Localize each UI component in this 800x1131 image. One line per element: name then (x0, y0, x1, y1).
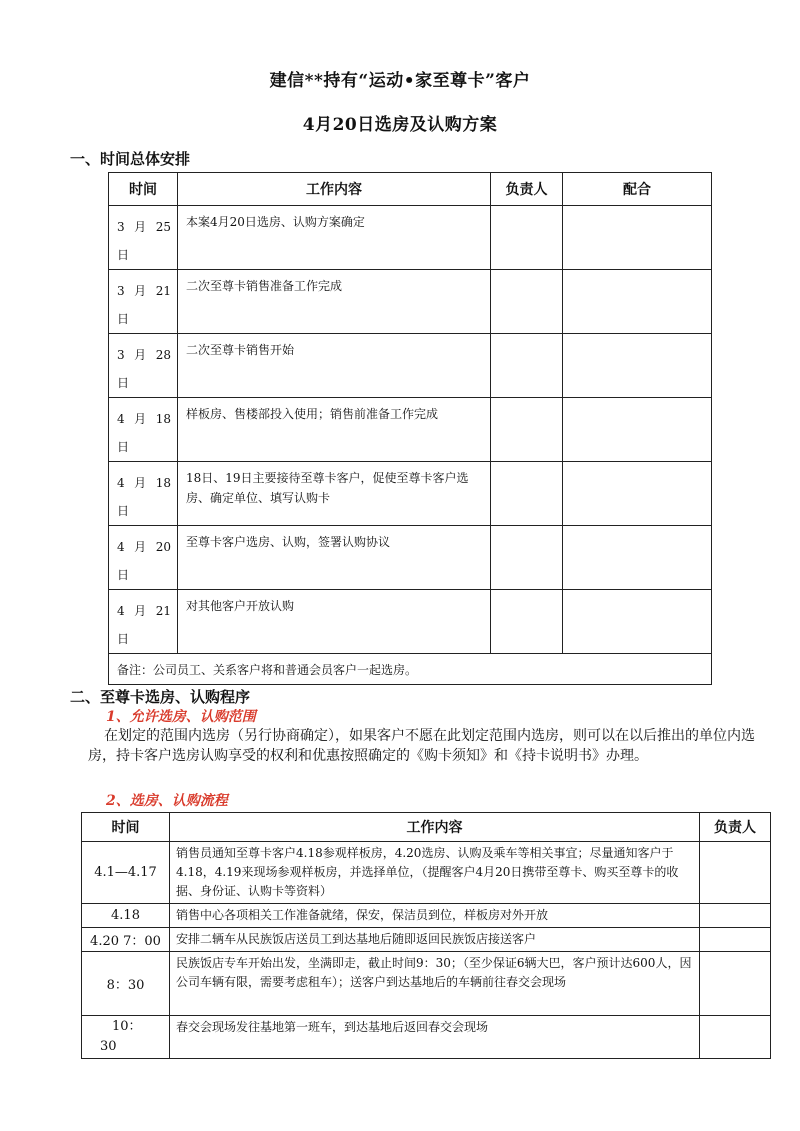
row-time: 8：30 (82, 952, 170, 1016)
subsection-process-heading: 2、选房、认购流程 (106, 793, 228, 809)
row-month-label: 月 (134, 220, 147, 234)
row-time-part: 30 (100, 1039, 117, 1054)
row-content: 本案4月20日选房、认购方案确定 (178, 206, 491, 270)
row-cooperate (563, 206, 712, 270)
document-title: 建信**持有“运动•家至尊卡”客户 (269, 71, 531, 91)
process-table (81, 812, 771, 1059)
row-day: 25 (155, 220, 171, 234)
row-day-label: 日 (117, 440, 130, 454)
row-day: 21 (155, 604, 171, 618)
row-day: 28 (155, 348, 171, 362)
table-row (82, 842, 771, 904)
row-date (109, 462, 178, 526)
table-row (82, 904, 771, 928)
row-content: 安排二辆车从民族饭店送员工到达基地后随即返回民族饭店接送客户 (170, 928, 700, 952)
row-day-label: 日 (117, 376, 130, 390)
table-row (109, 590, 712, 654)
table-row (109, 526, 712, 590)
row-date (109, 270, 178, 334)
row-day-label: 日 (117, 632, 130, 646)
row-cooperate (563, 462, 712, 526)
row-cooperate (563, 334, 712, 398)
row-month: 3 (117, 348, 125, 362)
row-date (109, 526, 178, 590)
section2-heading: 二、至尊卡选房、认购程序 (70, 688, 251, 706)
col-header-cooperate: 配合 (563, 173, 712, 206)
col-header-content: 工作内容 (170, 813, 700, 842)
col-header-content: 工作内容 (178, 173, 491, 206)
row-month-label: 月 (134, 604, 147, 618)
row-month-label: 月 (134, 476, 147, 490)
row-content: 春交会现场发往基地第一班车，到达基地后返回春交会现场 (170, 1016, 700, 1059)
row-content: 二次至尊卡销售开始 (178, 334, 491, 398)
row-day-label: 日 (117, 248, 130, 262)
row-owner (700, 1016, 771, 1059)
row-content: 至尊卡客户选房、认购，签署认购协议 (178, 526, 491, 590)
row-time: 4.20 7：00 (82, 928, 170, 952)
row-cooperate (563, 270, 712, 334)
row-month-label: 月 (134, 284, 147, 298)
row-date (109, 398, 178, 462)
scope-paragraph: 在划定的范围内选房（另行协商确定），如果客户不愿在此划定范围内选房，则可以在以后推出的单位内选房，持卡客户选房认购享受的权利和优惠按照确定的《购卡须知》和《持卡说明书》办理。 (88, 728, 755, 764)
row-day-label: 日 (117, 568, 130, 582)
row-date (109, 334, 178, 398)
row-day: 18 (155, 476, 171, 490)
row-owner (700, 904, 771, 928)
table-row (109, 462, 712, 526)
row-time: 4.1—4.17 (82, 842, 170, 904)
row-month-label: 月 (134, 540, 147, 554)
row-month: 4 (117, 540, 125, 554)
row-cooperate (563, 590, 712, 654)
row-content: 二次至尊卡销售准备工作完成 (178, 270, 491, 334)
row-owner (700, 842, 771, 904)
row-time: 4.18 (82, 904, 170, 928)
col-header-time: 时间 (82, 813, 170, 842)
row-content: 对其他客户开放认购 (178, 590, 491, 654)
row-owner (491, 462, 563, 526)
row-cooperate (563, 398, 712, 462)
row-month: 3 (117, 284, 125, 298)
document-subtitle: 4月20日选房及认购方案 (302, 115, 498, 135)
row-content: 样板房、售楼部投入使用；销售前准备工作完成 (178, 398, 491, 462)
row-owner (700, 952, 771, 1016)
row-month-label: 月 (134, 348, 147, 362)
row-owner (491, 334, 563, 398)
row-cooperate (563, 526, 712, 590)
row-content: 民族饭店专车开始出发，坐满即走，截止时间9：30；（至少保证6辆大巴，客户预计达600人，因公司车辆有限，需要考虑租车）；送客户到达基地后的车辆前往春交会现场 (170, 952, 700, 1016)
row-content: 销售员通知至尊卡客户4.18参观样板房，4.20选房、认购及乘车等相关事宜；尽量通知客户于4.18，4.19来现场参观样板房，并选择单位，（提醒客户4月20日携带至尊卡、购买至尊卡的收据、身份证、认购卡等资料） (170, 842, 700, 904)
row-time (82, 1016, 170, 1059)
row-owner (700, 928, 771, 952)
row-month: 4 (117, 476, 125, 490)
row-content: 销售中心各项相关工作准备就绪，保安，保洁员到位，样板房对外开放 (170, 904, 700, 928)
section1-heading: 一、时间总体安排 (70, 150, 191, 168)
process-table-header (82, 813, 771, 842)
col-header-owner: 负责人 (491, 173, 563, 206)
table-row (109, 270, 712, 334)
schedule-table-header (109, 173, 712, 206)
col-header-owner: 负责人 (700, 813, 771, 842)
row-date (109, 206, 178, 270)
col-header-time: 时间 (109, 173, 178, 206)
table-row (82, 928, 771, 952)
row-time-part: 10： (112, 1019, 142, 1034)
row-day-label: 日 (117, 312, 130, 326)
table-row (109, 206, 712, 270)
row-day: 21 (155, 284, 171, 298)
row-owner (491, 270, 563, 334)
row-owner (491, 398, 563, 462)
row-owner (491, 206, 563, 270)
table-row (109, 398, 712, 462)
row-owner (491, 590, 563, 654)
table-row (82, 1016, 771, 1059)
row-month: 4 (117, 412, 125, 426)
schedule-note-row (109, 654, 712, 685)
row-content: 18日、19日主要接待至尊卡客户，促使至尊卡客户选房、确定单位、填写认购卡 (178, 462, 491, 526)
row-month: 4 (117, 604, 125, 618)
row-owner (491, 526, 563, 590)
schedule-table (108, 172, 712, 685)
row-date (109, 590, 178, 654)
row-month-label: 月 (134, 412, 147, 426)
table-row (109, 334, 712, 398)
row-day: 18 (155, 412, 171, 426)
row-month: 3 (117, 220, 125, 234)
row-day-label: 日 (117, 504, 130, 518)
row-day: 20 (155, 540, 171, 554)
table-row (82, 952, 771, 1016)
schedule-note: 备注：公司员工、关系客户将和普通会员客户一起选房。 (109, 654, 712, 685)
subsection-scope-heading: 1、允许选房、认购范围 (106, 709, 256, 725)
